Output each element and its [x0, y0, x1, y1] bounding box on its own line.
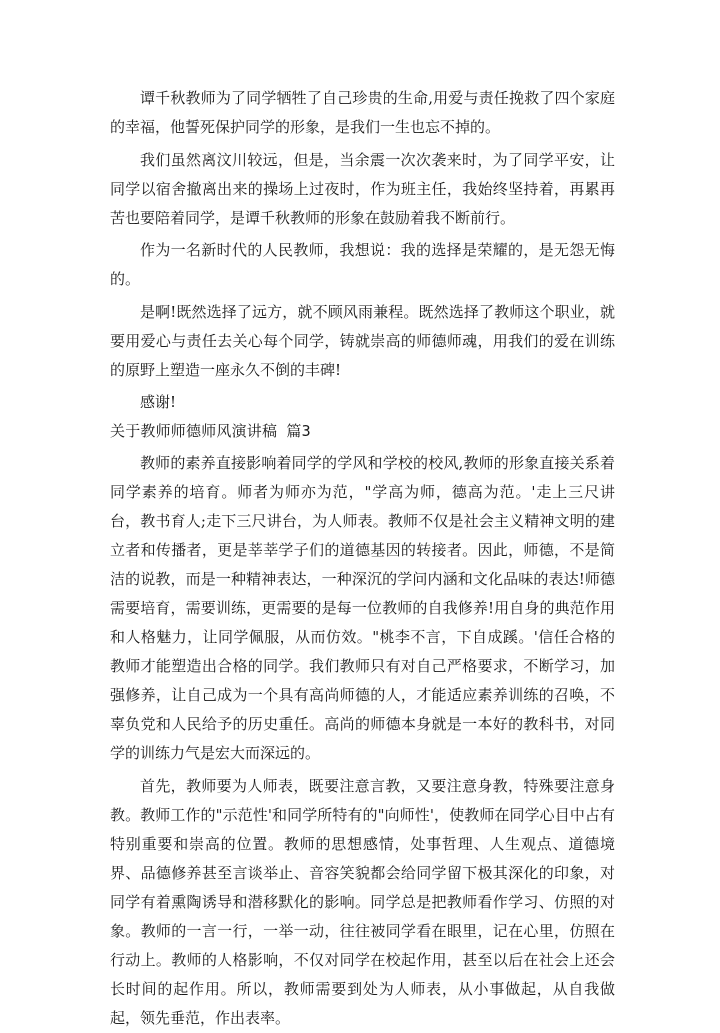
thanks-line: 感谢! [140, 393, 177, 411]
document-page [110, 84, 615, 1033]
paragraph-set-example: 首先，教师要为人师表，既要注意言教，又要注意身教，特殊要注意身教。教师工作的"示范性'和同学所特有的"向师性'，使教师在同学心目中占有特别重要和崇高的位置。教师的思想感情，处事哲理、人生观点、道德境界、品德修养甚至言谈举止、音容笑貌都会给同学留下极其深化的印象，对同学有着熏陶诱导和潜移默化的影响。同学总是把教师看作学习、仿照的对象。教师的一言一行，一举一动，往往被同学看在眼里，记在心里，仿照在行动上。教师的人格影响，不仅对同学在校起作用，甚至以后在社会上还会长时间的起作用。所以，教师需要到处为人师表，从小事做起，从自我做起，领先垂范，作出表率。 [110, 776, 615, 1027]
paragraph-aftershock-duty: 我们虽然离汶川较远，但是，当余震一次次袭来时，为了同学平安，让同学以宿舍撤离出来的操场上过夜时，作为班主任，我始终坚持着，再累再苦也要陪着同学，是谭千秋教师的形象在鼓励着我不断前行。 [110, 150, 615, 227]
paragraph-teacher-choice: 作为一名新时代的人民教师，我想说：我的选择是荣耀的，是无怨无悔的。 [110, 241, 615, 288]
paragraph-teacher-quality: 教师的素养直接影响着同学的学风和学校的校风,教师的形象直接关系着同学素养的培育。师者为师亦为范，"学高为师，德高为范。'走上三尺讲台，教书育人;走下三尺讲台，为人师表。教师不仅是社会主义精神文明的建立者和传播者，更是莘莘学子们的道德基因的转接者。因此，师德，不是简洁的说教，而是一种精神表达，一种深沉的学问内涵和文化品味的表达!师德需要培育，需要训练，更需要的是每一位教师的自我修养!用自身的典范作用和人格魅力，让同学佩服，从而仿效。"桃李不言，下自成蹊。'信任合格的教师才能塑造出合格的同学。我们教师只有对自己严格要求，不断学习，加强修养，让自己成为一个具有高尚师德的人，才能适应素养训练的召唤，不辜负党和人民给予的历史重任。高尚的师德本身就是一本好的教科书，对同学的训练力气是宏大而深远的。 [110, 454, 615, 762]
paragraph-chose-distance: 是啊!既然选择了远方，就不顾风雨兼程。既然选择了教师这个职业，就要用爱心与责任去关心每个同学，铸就崇高的师德师魂，用我们的爱在训练的原野上塑造一座永久不倒的丰碑! [110, 302, 615, 379]
paragraph-tan-qianqiu-sacrifice: 谭千秋教师为了同学牺牲了自己珍贵的生命,用爱与责任挽救了四个家庭的幸福，他誓死保护同学的形象，是我们一生也忘不掉的。 [110, 89, 615, 136]
section-heading: 关于教师师德师风演讲稿 篇3 [110, 422, 311, 440]
